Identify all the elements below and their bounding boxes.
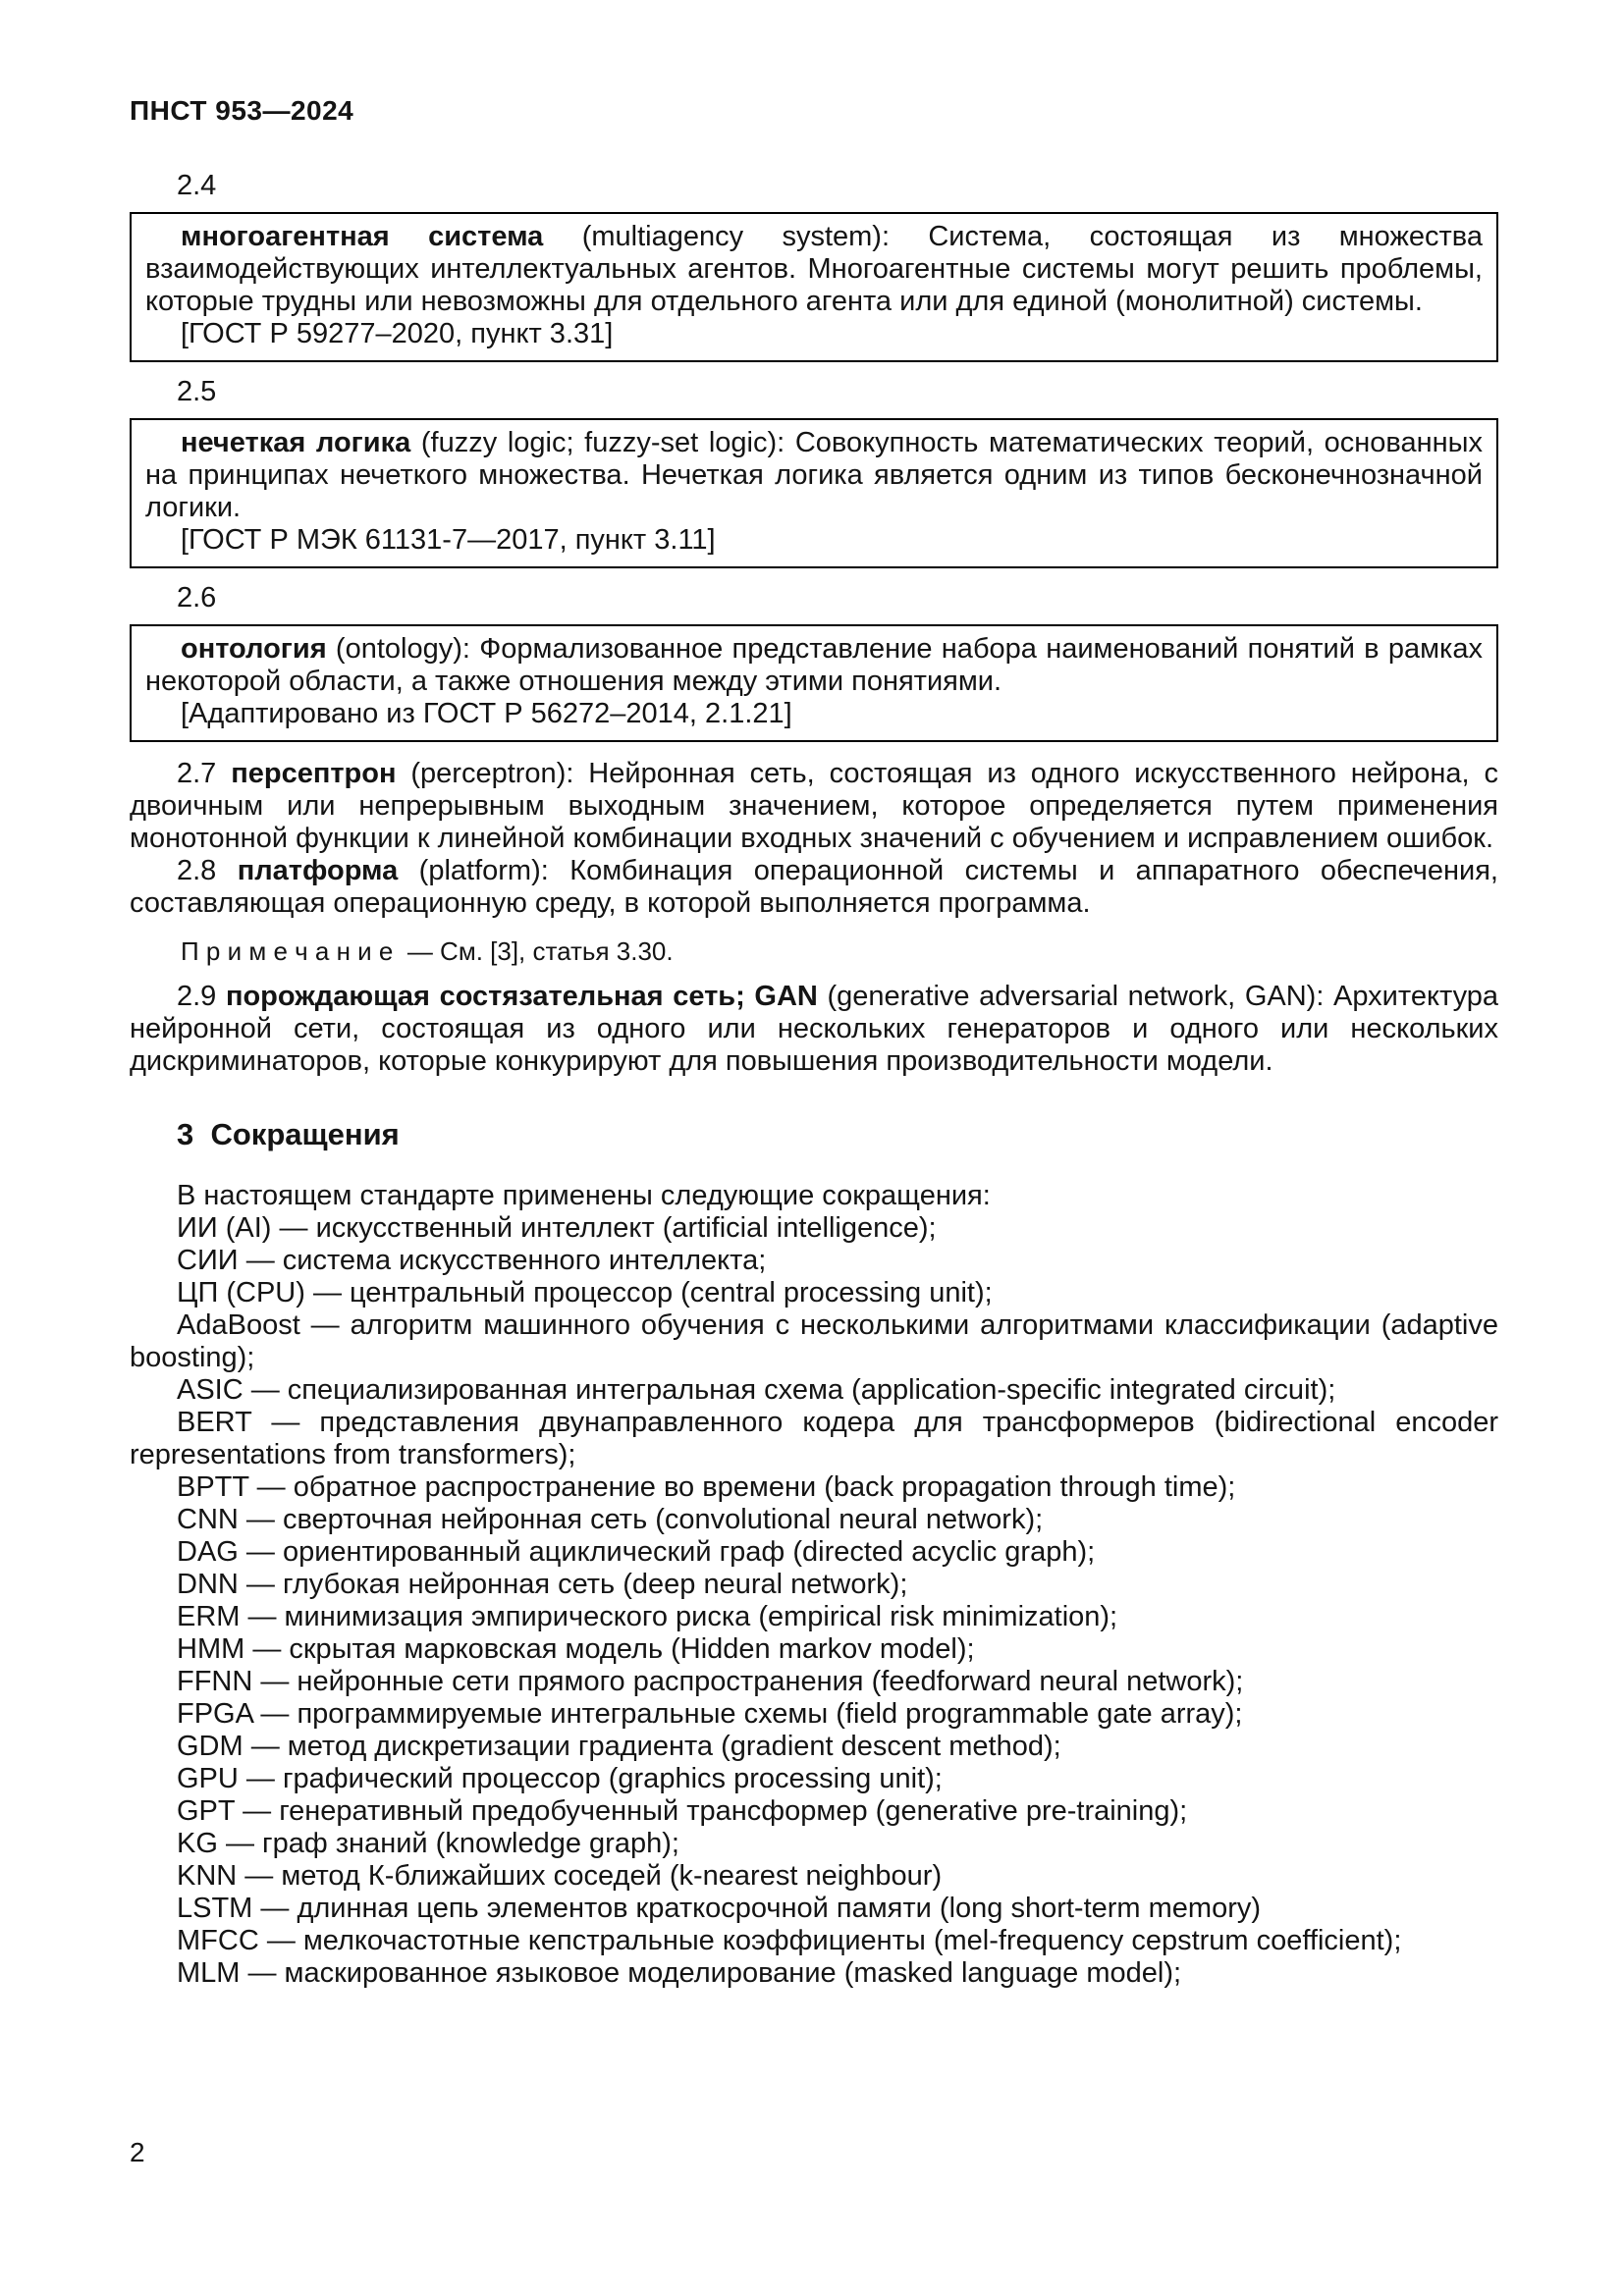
abbreviation-line: DAG — ориентированный ациклический граф (directed acyclic graph); <box>177 1536 1096 1568</box>
abbreviation-line: FFNN — нейронные сети прямого распространения (feedforward neural network); <box>177 1666 1244 1697</box>
clause-2-8 <box>130 855 1498 920</box>
definition-term-2-5: нечеткая логика <box>181 427 411 458</box>
abbreviation-line: ИИ (AI) — искусственный интеллект (artificial intelligence); <box>177 1212 937 1244</box>
definition-body-2-6: (ontology): Формализованное представление набора наименований понятий в рамках некоторой области, а также отношения между этими понятиями. <box>145 633 1483 697</box>
definition-term-2-6: онтология <box>181 633 327 665</box>
abbreviation-line: MLM — маскированное языковое моделирование (masked language model); <box>177 1957 1182 1989</box>
abbreviation-line: KG — граф знаний (knowledge graph); <box>177 1828 679 1859</box>
abbreviation-line: ASIC — специализированная интегральная схема (application-specific integrated circuit); <box>177 1374 1336 1406</box>
clause-body-2-8: (platform): Комбинация операционной системы и аппаратного обеспечения, составляющая операционную среду, в которой выполняется программа. <box>130 855 1498 919</box>
abbreviations-intro: В настоящем стандарте применены следующие сокращения: <box>177 1180 991 1211</box>
gost-reference-2-5: [ГОСТ Р МЭК 61131-7—2017, пункт 3.11] <box>181 524 716 556</box>
abbreviation-line: GDM — метод дискретизации градиента (gradient descent method); <box>177 1731 1061 1762</box>
abbreviation-line: BERT — представления двунаправленного кодера для трансформеров (bidirectional encoder representations from transformers); <box>130 1407 1498 1470</box>
definition-body-2-4: (multiagency system): Система, состоящая из множества взаимодействующих интеллектуальных агентов. Многоагентные системы могут решить проблемы, которые трудны или невозможны для отдельного агента или для единой (монолитной) системы. <box>145 221 1484 317</box>
clause-term-2-7: персептрон <box>231 758 397 789</box>
definition-term-2-4: многоагентная система <box>181 221 544 252</box>
abbreviation-line: FPGA — программируемые интегральные схемы (field programmable gate array); <box>177 1698 1243 1730</box>
page-number: 2 <box>130 2137 145 2167</box>
clause-number-2-7: 2.7 <box>177 758 217 789</box>
abbreviation-line: DNN — глубокая нейронная сеть (deep neural network); <box>177 1569 908 1600</box>
doc-number: ПНСТ 953—2024 <box>130 95 354 126</box>
definition-box-2-5 <box>130 418 1498 568</box>
clause-number-2-8: 2.8 <box>177 855 217 886</box>
clause-2-7 <box>130 758 1498 855</box>
clause-body-2-9: (generative adversarial network, GAN): Архитектура нейронной сети, состоящая из одного или нескольких генераторов и одного или нескольких дискриминаторов, которые конкурируют для повышения производительности модели. <box>130 981 1498 1077</box>
abbreviation-line: ERM — минимизация эмпирического риска (empirical risk minimization); <box>177 1601 1118 1632</box>
note <box>130 935 1498 967</box>
clause-label-2-5: 2.5 <box>177 376 217 407</box>
abbreviation-line: MFCC — мелкочастотные кепстральные коэффициенты (mel-frequency cepstrum coefficient); <box>177 1925 1402 1956</box>
definition-text-2-6 <box>145 633 1483 698</box>
definition-body-2-5: (fuzzy logic; fuzzy-set logic): Совокупность математических теорий, основанных на принципах нечеткого множества. Нечеткая логика является одним из типов бесконечнозначной логики. <box>145 427 1483 523</box>
abbreviation-line: CNN — сверточная нейронная сеть (convolutional neural network); <box>177 1504 1044 1535</box>
gost-reference-2-6: [Адаптировано из ГОСТ Р 56272–2014, 2.1.21] <box>181 698 792 729</box>
abbreviations-list <box>130 1212 1498 1990</box>
abbreviation-line: BPTT — обратное распространение во времени (back propagation through time); <box>177 1471 1236 1503</box>
section-3-title: Сокращения <box>210 1117 400 1151</box>
clause-number-2-9: 2.9 <box>177 981 217 1012</box>
gost-reference-2-4: [ГОСТ Р 59277–2020, пункт 3.31] <box>181 318 614 349</box>
abbreviation-line: СИИ — система искусственного интеллекта; <box>177 1245 767 1276</box>
section-3-heading <box>130 1117 1498 1152</box>
definition-text-2-4 <box>145 221 1483 318</box>
clause-2-9 <box>130 981 1498 1078</box>
section-3-number: 3 <box>177 1117 194 1151</box>
abbreviation-line: GPT — генеративный предобученный трансформер (generative pre-training); <box>177 1795 1188 1827</box>
clause-label-2-6: 2.6 <box>177 582 217 614</box>
abbreviation-line: ЦП (CPU) — центральный процессор (central processing unit); <box>177 1277 993 1308</box>
note-text: — См. [3], статья 3.30. <box>406 936 674 966</box>
clause-body-2-7: (perceptron): Нейронная сеть, состоящая из одного искусственного нейрона, с двоичным или непрерывным выходным значением, которое определяется путем применения монотонной функции к линейной комбинации входных значений с обучением и исправлением ошибок. <box>130 758 1498 854</box>
abbreviation-line: KNN — метод К-ближайших соседей (k-nearest neighbour) <box>177 1860 943 1892</box>
abbreviation-line: LSTM — длинная цепь элементов краткосрочной памяти (long short-term memory) <box>177 1893 1262 1924</box>
definition-text-2-5 <box>145 427 1483 524</box>
abbreviation-line: AdaBoost — алгоритм машинного обучения с несколькими алгоритмами классификации (adaptive boosting); <box>130 1309 1498 1373</box>
note-label: П р и м е ч а н и е <box>181 936 394 966</box>
clause-label-2-4: 2.4 <box>177 170 217 201</box>
clause-term-2-8: платформа <box>237 855 399 886</box>
abbreviation-line: HMM — скрытая марковская модель (Hidden markov model); <box>177 1633 975 1665</box>
definition-box-2-4 <box>130 212 1498 362</box>
definition-box-2-6 <box>130 624 1498 742</box>
abbreviation-line: GPU — графический процессор (graphics processing unit); <box>177 1763 943 1794</box>
clause-term-2-9: порождающая состязательная сеть; GAN <box>225 981 818 1012</box>
